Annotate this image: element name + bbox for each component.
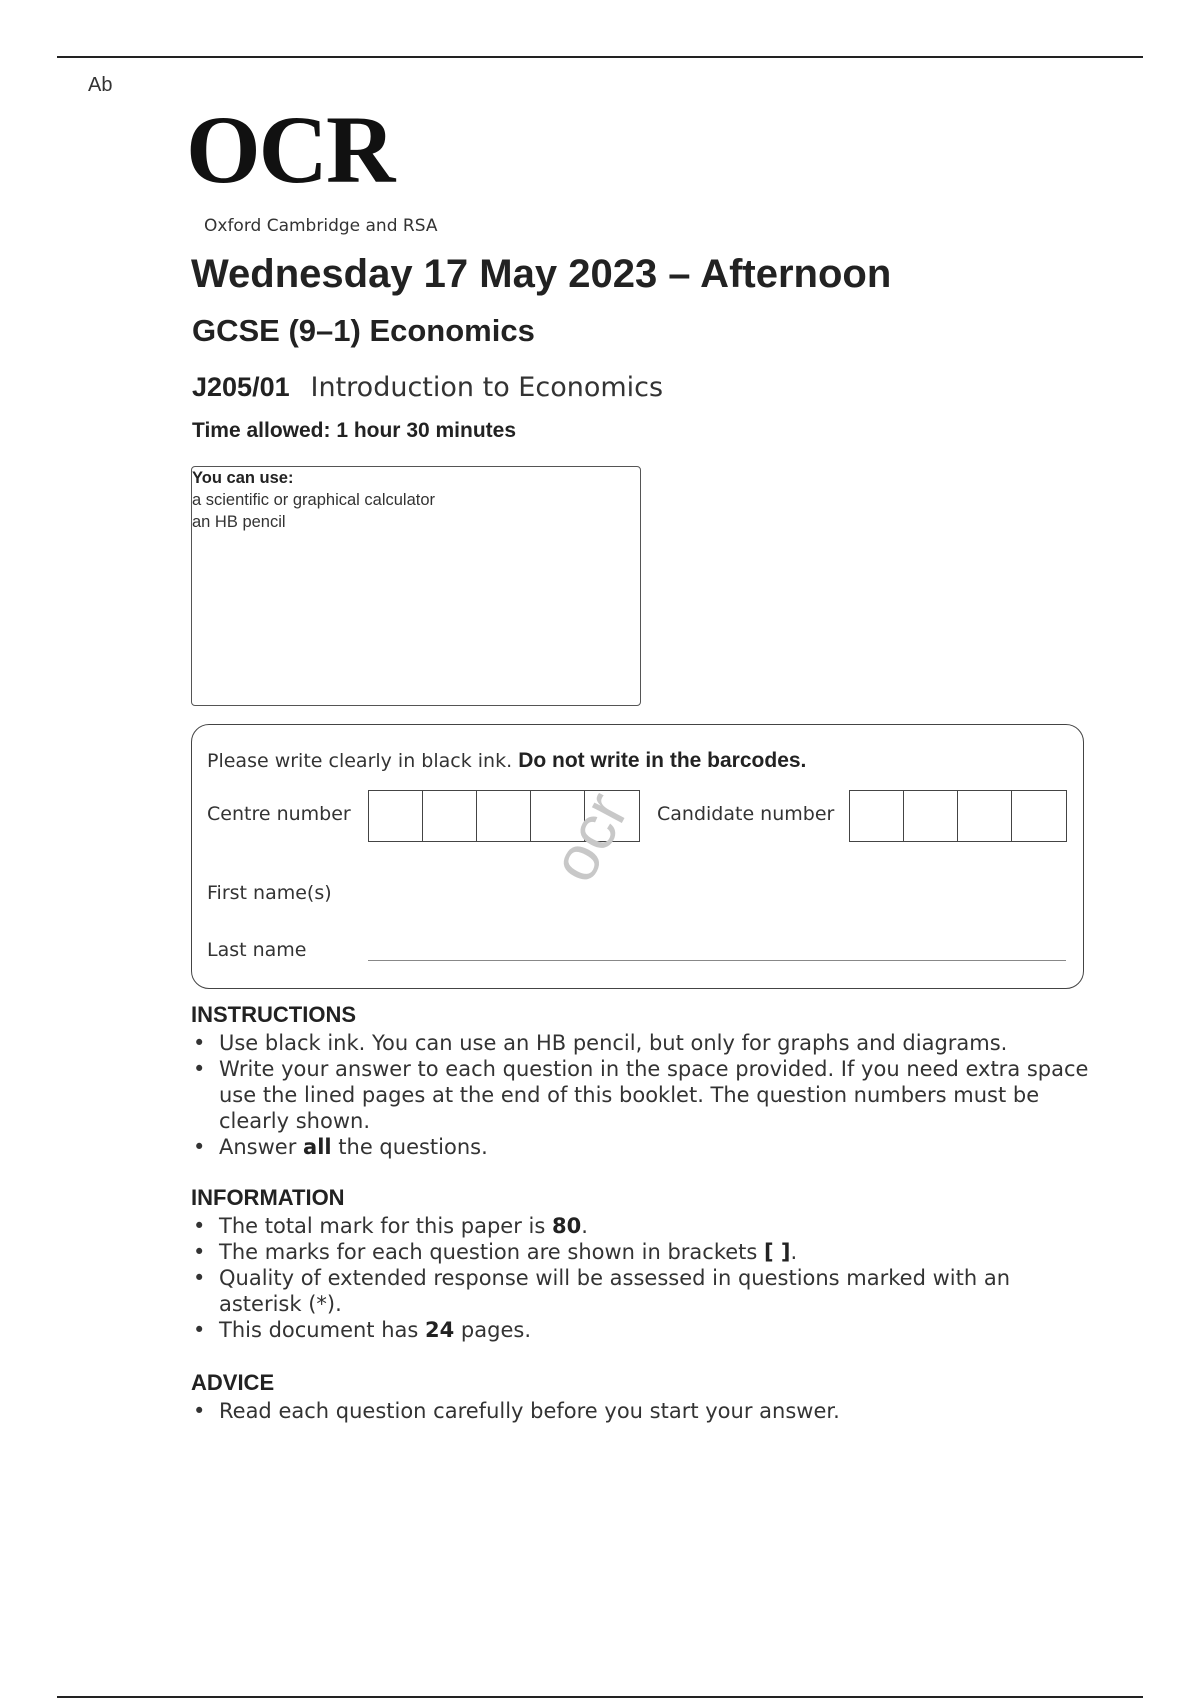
ocr-logo: OCR xyxy=(186,96,394,203)
information-item: • The marks for each question are shown in brackets [ ]. xyxy=(191,1239,1091,1265)
candidate-number-field[interactable] xyxy=(849,790,1067,842)
candidate-number-cell[interactable] xyxy=(1012,791,1066,841)
centre-number-cell[interactable] xyxy=(477,791,531,841)
candidate-number-cell[interactable] xyxy=(850,791,904,841)
time-allowed: Time allowed: 1 hour 30 minutes xyxy=(192,419,517,442)
paper-heading xyxy=(192,370,663,403)
information-item: • This document has 24 pages. xyxy=(191,1317,1091,1343)
instructions-heading: INSTRUCTIONS xyxy=(191,1002,356,1027)
last-name-label: Last name xyxy=(207,939,307,961)
candidate-number-label: Candidate number xyxy=(657,803,835,825)
instruction-item: • Use black ink. You can use an HB pencil, but only for graphs and diagrams. xyxy=(191,1030,1091,1056)
ink-note: Please write clearly in black ink. xyxy=(207,750,513,772)
instruction-item: • Write your answer to each question in the space provided. If you need extra space use the lined pages at the end of this booklet. The question numbers must be clearly shown. xyxy=(191,1056,1091,1134)
candidate-number-cell[interactable] xyxy=(958,791,1012,841)
top-rule xyxy=(57,56,1143,58)
exam-qualification: GCSE (9–1) Economics xyxy=(192,313,535,348)
advice-item: • Read each question carefully before you start your answer. xyxy=(191,1398,1091,1424)
centre-number-label: Centre number xyxy=(207,803,351,825)
information-item: • Quality of extended response will be assessed in questions marked with an asterisk (*). xyxy=(191,1265,1091,1317)
candidate-number-cell[interactable] xyxy=(904,791,958,841)
equipment-item: an HB pencil xyxy=(192,513,286,531)
advice-heading: ADVICE xyxy=(191,1370,275,1395)
logo-tagline: Oxford Cambridge and RSA xyxy=(204,216,438,236)
advice-section xyxy=(191,1370,1091,1424)
ocr-watermark: ocr xyxy=(536,780,643,894)
last-name-field[interactable] xyxy=(368,960,1066,961)
equipment-heading: You can use: xyxy=(192,469,294,487)
ink-instruction xyxy=(207,749,806,773)
centre-number-cell[interactable] xyxy=(369,791,423,841)
instruction-item: • Answer all the questions. xyxy=(191,1134,1091,1160)
paper-code: J205/01 xyxy=(192,372,290,402)
centre-number-cell[interactable] xyxy=(423,791,477,841)
bottom-rule xyxy=(57,1696,1143,1698)
paper-title: Introduction to Economics xyxy=(310,372,664,403)
barcode-note: Do not write in the barcodes. xyxy=(518,749,807,772)
equipment-item: a scientific or graphical calculator xyxy=(192,491,436,509)
corner-mark: Ab xyxy=(88,74,113,96)
exam-date-session: Wednesday 17 May 2023 – Afternoon xyxy=(191,252,892,296)
information-section xyxy=(191,1185,1091,1343)
information-item: • The total mark for this paper is 80. xyxy=(191,1213,1091,1239)
information-heading: INFORMATION xyxy=(191,1185,345,1210)
equipment-box xyxy=(191,466,641,706)
first-name-label: First name(s) xyxy=(207,882,332,904)
instructions-section xyxy=(191,1002,1091,1160)
